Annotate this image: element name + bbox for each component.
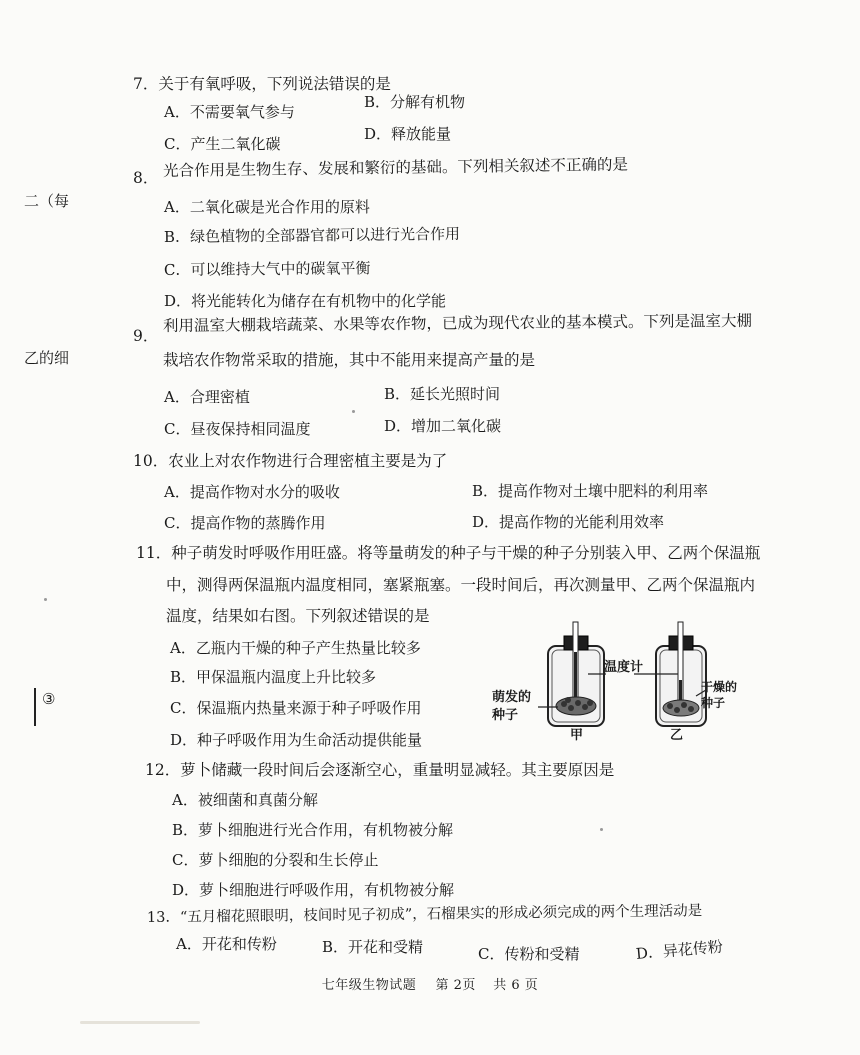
question-12-option-c: C．萝卜细胞的分裂和生长停止 [172, 851, 379, 869]
footer-total-pages: 共 6 页 [493, 978, 539, 993]
scan-speck [600, 828, 603, 831]
germinating-seed-label: 萌发的 [492, 690, 532, 705]
question-11-option-b: B．甲保温瓶内温度上升比较多 [170, 668, 377, 686]
question-8-stem: 光合作用是生物生存、发展和繁衍的基础。下列相关叙述不正确的是 [162, 155, 629, 180]
scan-smudge [80, 1021, 200, 1024]
question-8-option-b: B．绿色植物的全部器官都可以进行光合作用 [163, 224, 461, 246]
jar-a-label: 甲 [570, 728, 584, 743]
thermos-figure [488, 620, 758, 743]
question-9-option-d: D．增加二氧化碳 [384, 417, 502, 435]
question-11-stem-line-1: 11．种子萌发时呼吸作用旺盛。将等量萌发的种子与干燥的种子分别装入甲、乙两个保温瓶 [136, 544, 761, 562]
scan-speck [44, 598, 47, 601]
question-8-number: 8． [133, 169, 159, 187]
binding-mark [34, 688, 36, 726]
thermometer-label: 温度计 [604, 660, 644, 675]
question-7-option-a: A．不需要氧气参与 [164, 103, 295, 121]
question-12-option-b: B．萝卜细胞进行光合作用，有机物被分解 [172, 821, 454, 839]
question-13-option-a: A．开花和传粉 [176, 935, 277, 953]
question-10-option-b: B．提高作物对土壤中肥料的利用率 [472, 482, 709, 500]
question-8-option-c: C．可以维持大气中的碳氧平衡 [163, 259, 371, 279]
question-13-option-b: B．开花和受精 [322, 938, 424, 956]
question-7-stem: 7．关于有氧呼吸，下列说法错误的是 [133, 75, 391, 93]
question-7-option-b: B．分解有机物 [364, 93, 466, 111]
question-8-option-d: D．将光能转化为储存在有机物中的化学能 [164, 292, 447, 310]
scan-speck [352, 410, 355, 413]
question-13-stem: 13．“五月榴花照眼明，枝间时见子初成”，石榴果实的形成必须完成的两个生理活动是 [146, 903, 703, 926]
question-9-option-b: B．延长光照时间 [384, 385, 501, 403]
dry-seed-label: 干燥的 [701, 680, 738, 694]
page-footer [0, 974, 860, 993]
question-11-stem-line-3: 温度，结果如右图。下列叙述错误的是 [166, 607, 430, 625]
question-10-option-a: A．提高作物对水分的吸收 [164, 483, 340, 501]
question-9-stem-line-2: 栽培农作物常采取的措施，其中不能用来提高产量的是 [163, 351, 536, 369]
question-10-option-c: C．提高作物的蒸腾作用 [164, 514, 326, 532]
margin-fragment: ③ [42, 690, 56, 708]
question-9-option-a: A．合理密植 [164, 388, 250, 406]
question-7-option-c: C．产生二氧化碳 [164, 135, 281, 153]
question-9-number: 9． [133, 327, 159, 345]
question-8-option-a: A．二氧化碳是光合作用的原料 [164, 198, 370, 216]
question-12-option-a: A．被细菌和真菌分解 [172, 791, 318, 809]
dry-seed-label: 种子 [701, 696, 726, 710]
germinating-seed-label: 种子 [492, 708, 519, 723]
margin-fragment: 二（每 [24, 192, 70, 210]
footer-subject: 七年级生物试题 [321, 978, 417, 993]
question-12-stem: 12．萝卜储藏一段时间后会逐渐空心，重量明显减轻。其主要原因是 [145, 761, 615, 779]
question-11-option-c: C．保温瓶内热量来源于种子呼吸作用 [170, 699, 422, 717]
question-7-option-d: D．释放能量 [364, 125, 452, 143]
question-12-option-d: D．萝卜细胞进行呼吸作用，有机物被分解 [172, 881, 455, 899]
footer-page-number: 第 2页 [435, 978, 476, 993]
question-11-stem-line-2: 中，测得两保温瓶内温度相同，塞紧瓶塞。一段时间后，再次测量甲、乙两个保温瓶内 [166, 576, 756, 594]
question-13-option-c: C．传粉和受精 [478, 945, 580, 963]
question-9-option-c: C．昼夜保持相同温度 [164, 420, 311, 438]
question-13-option-d: D．异花传粉 [635, 937, 724, 963]
question-10-option-d: D．提高作物的光能利用效率 [472, 513, 665, 531]
question-10-stem: 10．农业上对农作物进行合理密植主要是为了 [133, 452, 448, 470]
jar-b-label: 乙 [670, 728, 684, 743]
question-11-option-a: A．乙瓶内干燥的种子产生热量比较多 [170, 639, 421, 657]
question-11-option-d: D．种子呼吸作用为生命活动提供能量 [170, 731, 423, 749]
question-9-stem-line-1: 利用温室大棚栽培蔬菜、水果等农作物，已成为现代农业的基本模式。下列是温室大棚 [162, 311, 753, 335]
margin-fragment: 乙的细 [24, 349, 70, 367]
